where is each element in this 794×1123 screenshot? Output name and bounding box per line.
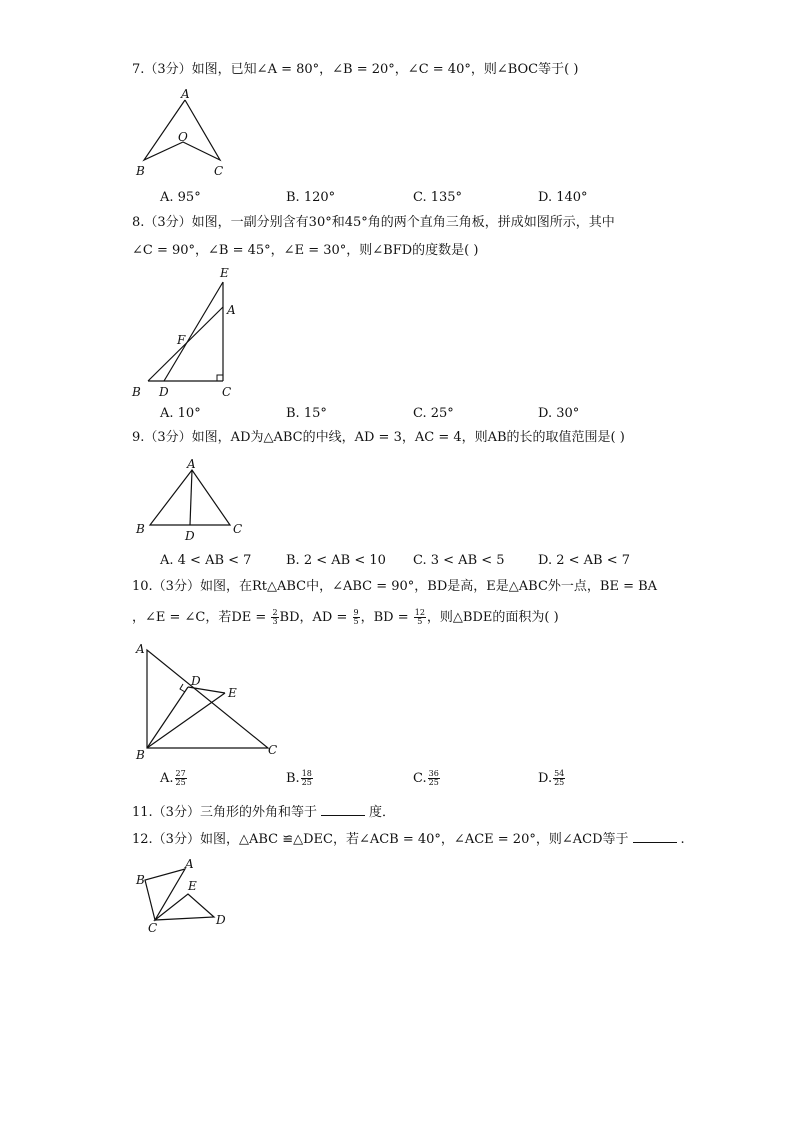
q10-stem-line2 — [132, 609, 559, 626]
q9-stem: 9.（3分）如图，AD为△ABC的中线，AD = 3，AC = 4，则AB的长的取值范围是( ) — [132, 430, 625, 445]
q10-stem-part-c: ，BD = — [360, 610, 413, 625]
q10-figure — [130, 640, 290, 765]
q7-figure — [130, 86, 230, 181]
q9-option-c[interactable]: C. 3 < AB < 5 — [413, 553, 505, 568]
q12-figure — [130, 852, 230, 937]
q7-option-d[interactable]: D. 140° — [538, 190, 588, 205]
q10-option-c[interactable]: C. $\frac{36}{25}$ — [413, 769, 439, 787]
q7-option-a[interactable]: A. 95° — [160, 190, 201, 205]
q7-label-o: O — [178, 130, 188, 144]
q8-figure — [128, 262, 248, 402]
q8-option-a[interactable]: A. 10° — [160, 406, 201, 421]
q10-option-a[interactable]: A. $\frac{27}{25}$ — [160, 769, 186, 787]
q8-label-d: D — [159, 385, 169, 399]
q10-label-e: E — [228, 686, 237, 700]
q9-label-a: A — [187, 457, 196, 471]
q12-stem: 12.（3分）如图，△ABC ≌△DEC，若∠ACB = 40°，∠ACE = 20°，则∠ACD等于 . — [132, 832, 685, 847]
q11-stem: 11.（3分）三角形的外角和等于 度． — [132, 805, 395, 820]
q8-option-c[interactable]: C. 25° — [413, 406, 454, 421]
q8-label-b: B — [132, 385, 141, 399]
q9-option-d[interactable]: D. 2 < AB < 7 — [538, 553, 631, 568]
q10-label-a: A — [136, 642, 145, 656]
q10-stem-line1: 10.（3分）如图，在Rt△ABC中，∠ABC = 90°，BD是高，E是△ABC外一点，BE = BA — [132, 579, 658, 594]
q7-label-b: B — [136, 164, 145, 178]
q8-label-a: A — [227, 303, 236, 317]
q7-stem: 7.（3分）如图，已知∠A = 80°，∠B = 20°，∠C = 40°，则∠BOC等于( ) — [132, 62, 579, 77]
q8-label-e: E — [220, 266, 229, 280]
q9-option-b[interactable]: B. 2 < AB < 10 — [286, 553, 386, 568]
q8-stem-line1: 8.（3分）如图，一副分别含有30°和45°角的两个直角三角板，拼成如图所示，其中 — [132, 215, 615, 230]
q10-stem-part-d: ，则△BDE的面积为( ) — [426, 610, 559, 625]
q12-label-b: B — [136, 873, 145, 887]
q10-fraction-ad: $\frac{9}{5}$ — [353, 608, 359, 626]
q12-label-a: A — [185, 857, 194, 871]
q8-option-d[interactable]: D. 30° — [538, 406, 580, 421]
q10-label-d: D — [191, 674, 201, 688]
q12-label-c: C — [148, 921, 158, 935]
q10-label-b: B — [136, 748, 145, 762]
q12-label-e: E — [188, 879, 197, 893]
q10-fraction-bd: $\frac{12}{5}$ — [414, 608, 425, 626]
q10-label-c: C — [268, 743, 278, 757]
q7-option-b[interactable]: B. 120° — [286, 190, 336, 205]
q9-figure — [130, 455, 250, 545]
q10-option-d[interactable]: D. $\frac{54}{25}$ — [538, 769, 565, 787]
q7-label-a: A — [181, 87, 190, 101]
q8-label-c: C — [222, 385, 232, 399]
q9-option-a[interactable]: A. 4 < AB < 7 — [160, 553, 252, 568]
q12-answer-blank[interactable] — [633, 830, 677, 843]
q8-label-f: F — [177, 333, 186, 347]
q10-option-b[interactable]: B. $\frac{18}{25}$ — [286, 769, 312, 787]
q8-stem-line2: ∠C = 90°，∠B = 45°，∠E = 30°，则∠BFD的度数是( ) — [132, 243, 479, 258]
q7-label-c: C — [214, 164, 224, 178]
q10-stem-part-a: ，∠E = ∠C，若DE = — [132, 610, 271, 625]
q10-fraction-de: $\frac{2}{3}$ — [272, 608, 278, 626]
q9-label-c: C — [233, 522, 243, 536]
q10-stem-part-b: BD，AD = — [279, 610, 352, 625]
q8-option-b[interactable]: B. 15° — [286, 406, 327, 421]
q11-answer-blank[interactable] — [321, 803, 365, 816]
q9-label-b: B — [136, 522, 145, 536]
q7-option-c[interactable]: C. 135° — [413, 190, 463, 205]
q12-label-d: D — [216, 913, 226, 927]
q9-label-d: D — [185, 529, 195, 543]
